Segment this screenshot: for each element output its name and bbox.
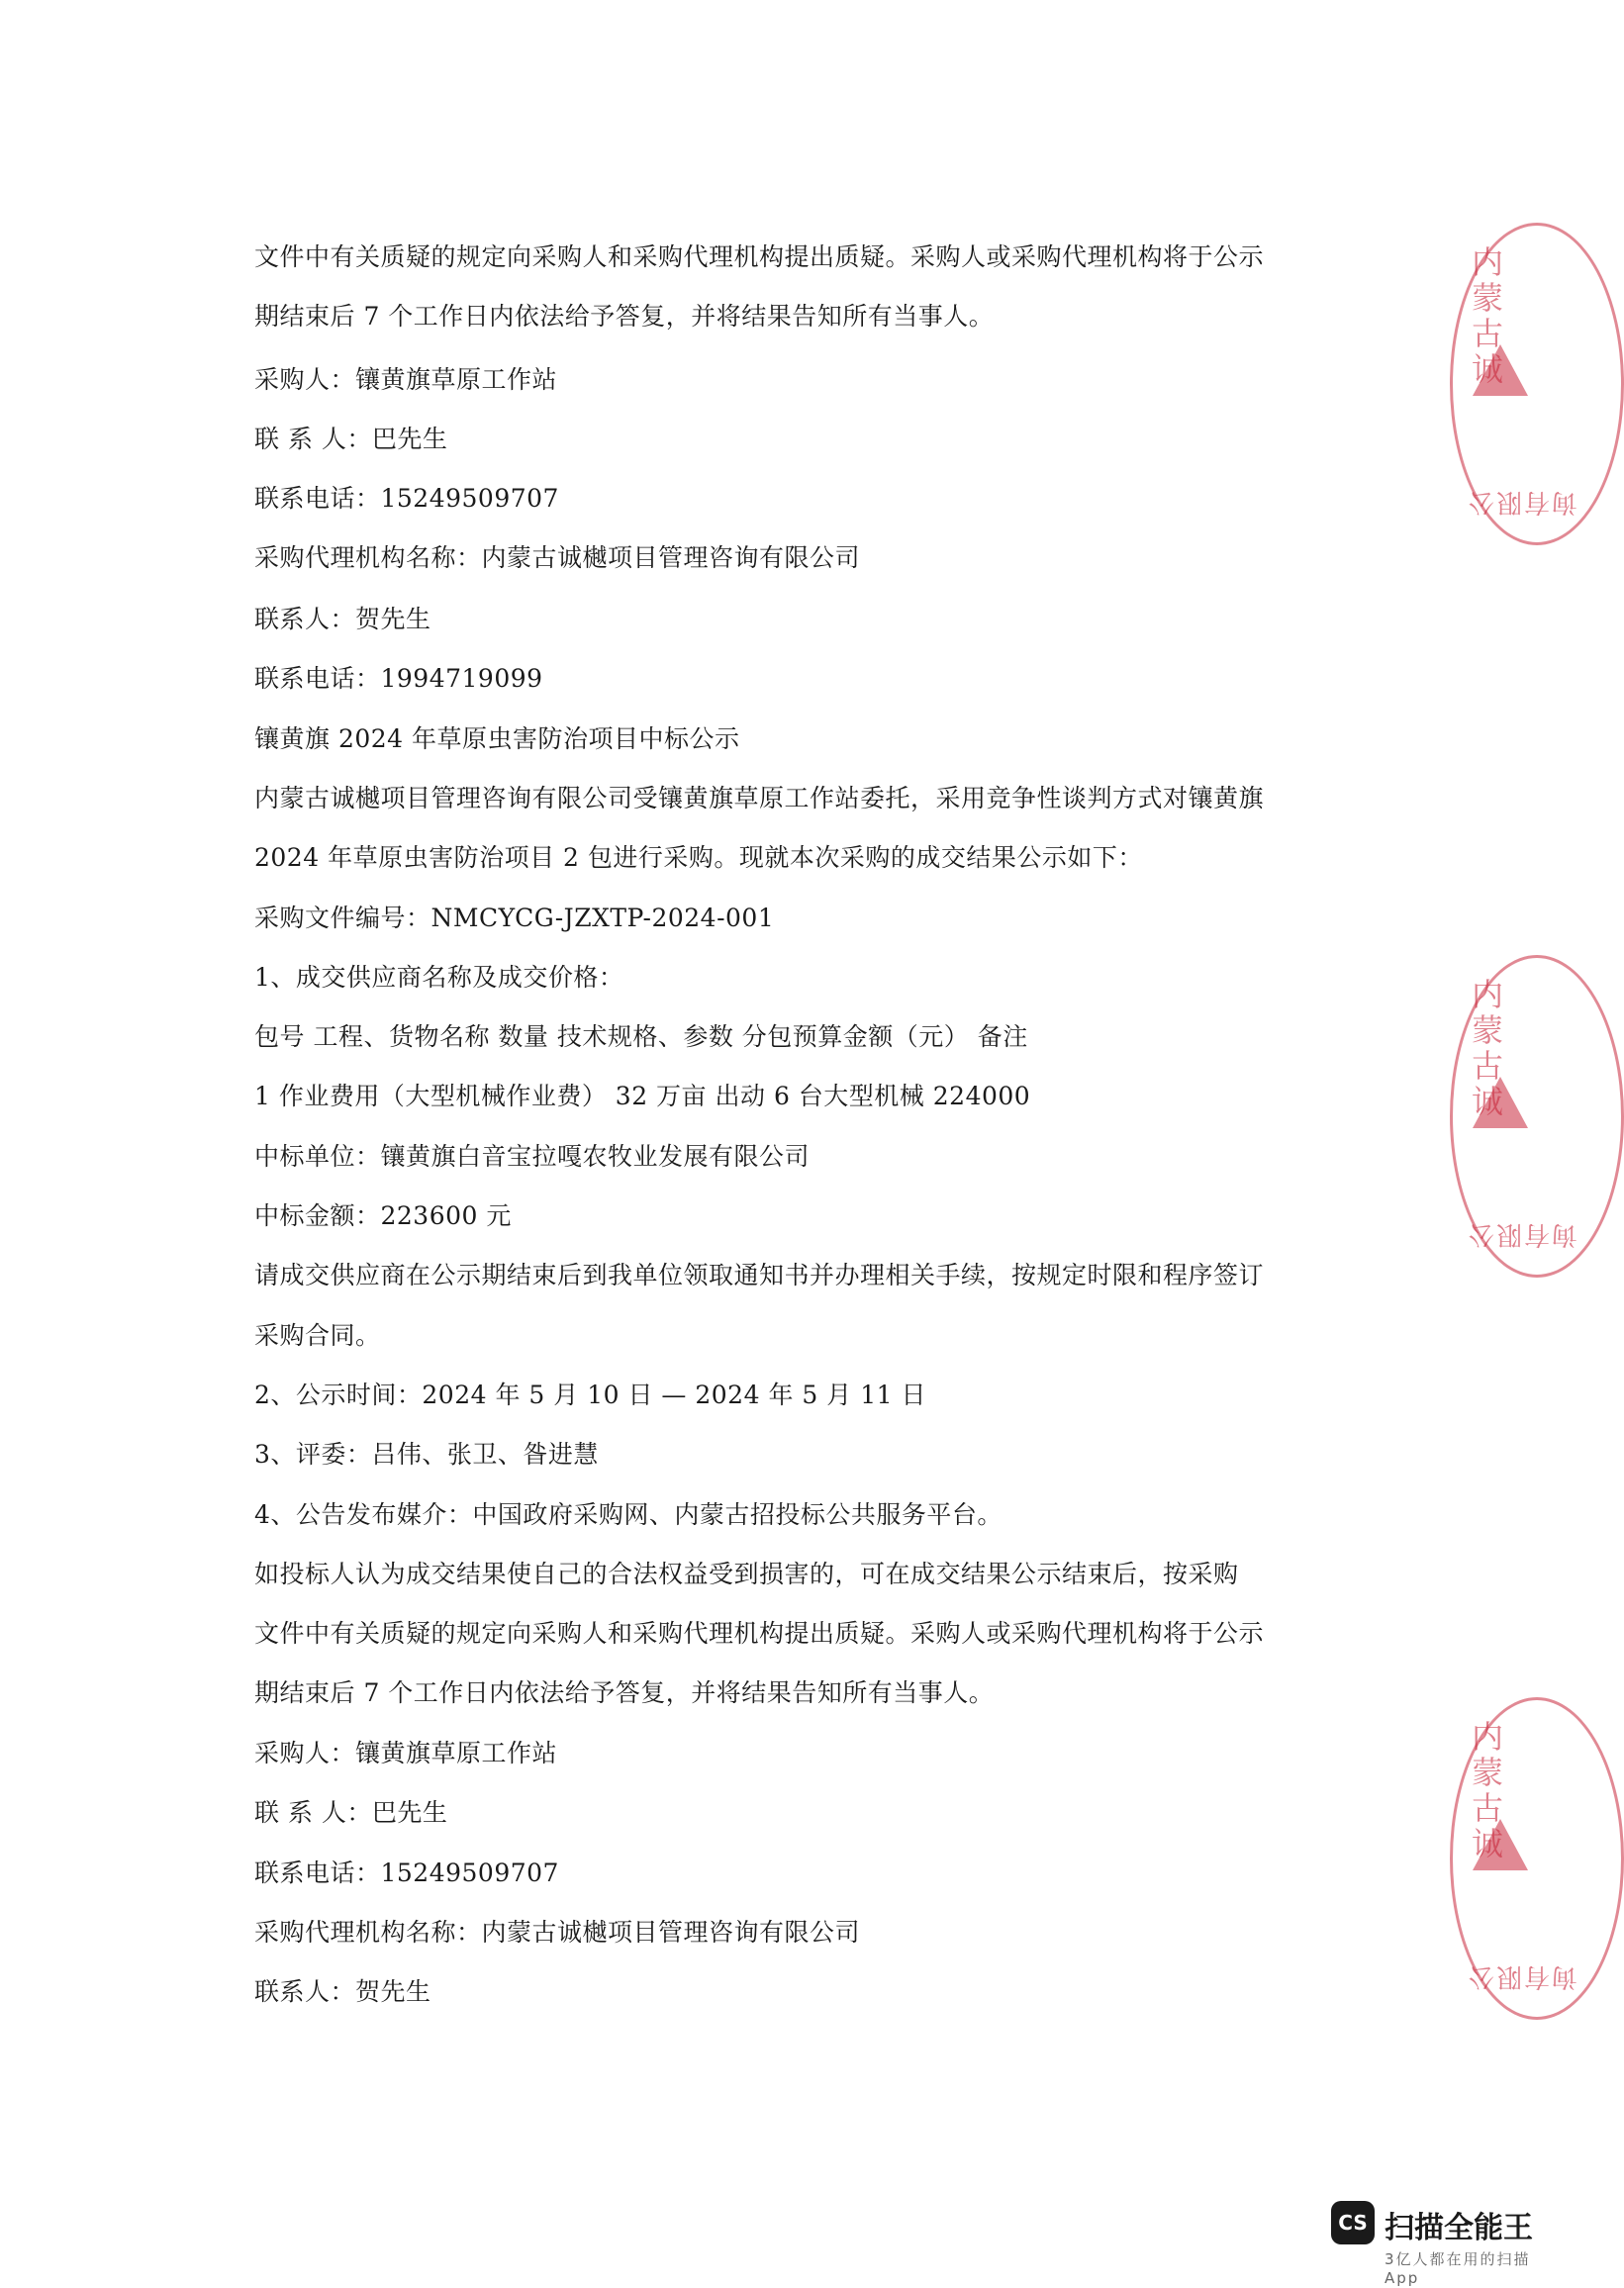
text-line: 4、公告发布媒介：中国政府采购网、内蒙古招投标公共服务平台。: [254, 1500, 1003, 1529]
star-icon: [1473, 1819, 1528, 1870]
text-line: 期结束后 7 个工作日内依法给予答复，并将结果告知所有当事人。: [254, 1678, 995, 1707]
text-line: 联系人：贺先生: [254, 1977, 431, 2006]
text-line: 采购人：镶黄旗草原工作站: [254, 1739, 558, 1767]
text-line: 2、公示时间：2024 年 5 月 10 日 — 2024 年 5 月 11 日: [254, 1381, 926, 1409]
text-line: 采购人：镶黄旗草原工作站: [254, 365, 558, 394]
text-line: 中标单位：镶黄旗白音宝拉嘎农牧业发展有限公司: [254, 1142, 811, 1171]
text-line: 联系电话：1994719099: [254, 664, 543, 693]
text-line: 采购代理机构名称：内蒙古诚樾项目管理咨询有限公司: [254, 1918, 861, 1947]
text-line: 2024 年草原虫害防治项目 2 包进行采购。现就本次采购的成交结果公示如下：: [254, 843, 1143, 872]
text-line: 联系人：贺先生: [254, 605, 431, 633]
star-icon: [1473, 1077, 1528, 1128]
text-line: 如投标人认为成交结果使自己的合法权益受到损害的，可在成交结果公示结束后，按采购: [254, 1560, 1239, 1588]
text-line: 内蒙古诚樾项目管理咨询有限公司受镶黄旗草原工作站委托，采用竞争性谈判方式对镶黄旗: [254, 784, 1265, 812]
seal-bottom-text: 询有限公: [1467, 487, 1578, 517]
seal-bottom-text: 询有限公: [1467, 1219, 1578, 1249]
seal-stamp: [1450, 223, 1624, 545]
table-header: 包号 工程、货物名称 数量 技术规格、参数 分包预算金额（元） 备注: [254, 1022, 1028, 1051]
text-line: 请成交供应商在公示期结束后到我单位领取通知书并办理相关手续，按规定时限和程序签订: [254, 1261, 1265, 1289]
text-line: 文件中有关质疑的规定向采购人和采购代理机构提出质疑。采购人或采购代理机构将于公示: [254, 1619, 1265, 1648]
seal-stamp: [1450, 1697, 1624, 2020]
camscanner-logo-icon: CS: [1331, 2201, 1375, 2244]
watermark-slogan: 3亿人都在用的扫描App: [1385, 2250, 1531, 2287]
text-line: 采购代理机构名称：内蒙古诚樾项目管理咨询有限公司: [254, 543, 861, 572]
star-icon: [1473, 344, 1528, 396]
seal-text: 内蒙古诚: [1467, 978, 1504, 1120]
watermark-name: 扫描全能王: [1385, 2211, 1533, 2245]
text-line: 联 系 人：巴先生: [254, 1798, 448, 1827]
notice-title: 镶黄旗 2024 年草原虫害防治项目中标公示: [254, 724, 740, 753]
text-line: 联系电话：15249509707: [254, 1859, 559, 1887]
camscanner-watermark: [1331, 2197, 1539, 2287]
text-line: 采购文件编号：NMCYCG-JZXTP-2024-001: [254, 904, 775, 932]
table-row: 1 作业费用（大型机械作业费） 32 万亩 出动 6 台大型机械 224000: [254, 1082, 1031, 1110]
text-line: 采购合同。: [254, 1321, 381, 1350]
text-line: 3、评委：吕伟、张卫、昝进慧: [254, 1440, 599, 1469]
text-line: 联系电话：15249509707: [254, 484, 559, 513]
seal-stamp: [1450, 955, 1624, 1278]
text-line: 期结束后 7 个工作日内依法给予答复，并将结果告知所有当事人。: [254, 302, 995, 331]
text-line: 联 系 人：巴先生: [254, 425, 448, 453]
text-line: 1、成交供应商名称及成交价格：: [254, 963, 624, 992]
seal-text: 内蒙古诚: [1467, 245, 1504, 388]
text-line: 中标金额：223600 元: [254, 1201, 512, 1230]
text-line: 文件中有关质疑的规定向采购人和采购代理机构提出质疑。采购人或采购代理机构将于公示: [254, 242, 1265, 271]
seal-text: 内蒙古诚: [1467, 1720, 1504, 1862]
seal-bottom-text: 询有限公: [1467, 1961, 1578, 1991]
